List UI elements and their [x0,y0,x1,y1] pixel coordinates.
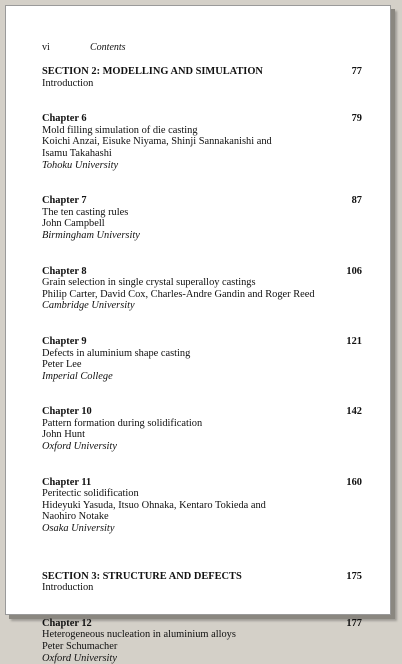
chapter-authors: Koichi Anzai, Eisuke Niyama, Shinji Sannakanishi and [42,136,272,148]
page-folio: vi [42,42,50,53]
toc-section-entry [42,571,362,594]
page-number: 177 [346,617,362,629]
toc-chapter-entry [42,477,362,535]
toc-chapter-entry [42,266,362,312]
chapter-authors: Philip Carter, David Cox, Charles-Andre Gandin and Roger Reed [42,288,315,300]
chapter-authors: Isamu Takahashi [42,147,112,159]
chapter-heading: Chapter 7 [42,195,87,207]
toc-section-entry [42,66,362,89]
chapter-title: Grain selection in single crystal superalloy castings [42,277,256,289]
chapter-affiliation: Tohoku University [42,159,119,171]
page-number: 77 [351,66,362,77]
contents-text-block [42,42,362,664]
page-number: 160 [346,476,362,488]
chapter-affiliation: Birmingham University [42,229,140,241]
toc-chapter-entry [42,336,362,382]
page-number: 121 [346,335,362,347]
chapter-affiliation: Cambridge University [42,300,135,312]
chapter-affiliation: Oxford University [42,652,117,664]
page-number: 87 [351,195,362,207]
entry-title: Introduction [42,582,94,594]
chapter-heading: Chapter 11 [42,476,92,488]
chapter-affiliation: Osaka University [42,523,115,535]
book-page [5,5,391,664]
chapter-authors: John Hunt [42,429,86,441]
chapter-heading: Chapter 10 [42,406,92,418]
entry-title: Introduction [42,77,94,89]
toc-chapter-entry [42,113,362,171]
running-title: Contents [90,42,126,53]
chapter-affiliation: Imperial College [42,370,113,382]
chapter-heading: Chapter 12 [42,617,92,629]
toc-chapter-entry [42,195,362,241]
page-number: 106 [346,265,362,277]
chapter-authors: Peter Lee [42,359,82,371]
chapter-title: Defects in aluminium shape casting [42,347,191,359]
chapter-authors: Naohiro Notake [42,511,109,523]
chapter-authors: Hideyuki Yasuda, Itsuo Ohnaka, Kentaro Tokieda and [42,499,266,511]
chapter-authors: John Campbell [42,218,105,230]
chapter-heading: Chapter 8 [42,265,87,277]
page-number: 79 [351,113,362,125]
running-header [42,42,362,54]
chapter-affiliation: Oxford University [42,441,117,453]
toc-chapter-entry [42,406,362,452]
chapter-title: Heterogeneous nucleation in aluminium alloys [42,629,236,641]
chapter-title: The ten casting rules [42,206,129,218]
chapter-title: Pattern formation during solidification [42,417,203,429]
page-number: 142 [346,406,362,418]
chapter-title: Peritectic solidification [42,488,139,500]
section-heading: SECTION 2: MODELLING AND SIMULATION [42,66,263,77]
section-heading: SECTION 3: STRUCTURE AND DEFECTS [42,570,242,582]
chapter-heading: Chapter 6 [42,113,87,125]
chapter-title: Mold filling simulation of die casting [42,124,198,136]
toc-chapter-entry [42,618,362,664]
chapter-authors: Peter Schumacher [42,641,118,652]
chapter-heading: Chapter 9 [42,335,87,347]
page-number: 175 [346,570,362,582]
